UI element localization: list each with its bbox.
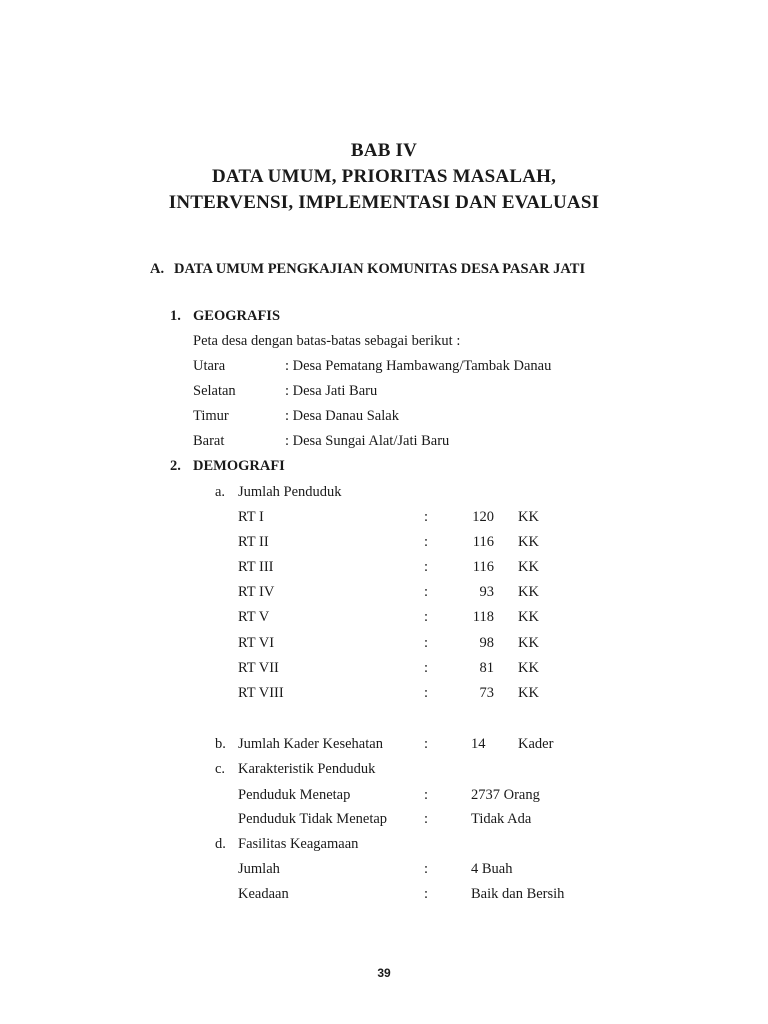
chapter-number: BAB IV	[350, 140, 418, 161]
kader-letter: b.	[215, 736, 226, 752]
keagamaan-colon: :	[424, 861, 429, 877]
rt-unit: KK	[518, 559, 539, 575]
karakteristik-label: Penduduk Menetap	[238, 787, 351, 803]
rt-unit: KK	[518, 685, 539, 701]
rt-colon: :	[424, 559, 429, 575]
karakteristik-colon: :	[424, 811, 429, 827]
rt-count: 118	[472, 609, 494, 625]
keagamaan-colon: :	[424, 886, 429, 902]
karakteristik-value: 2737 Orang	[471, 787, 540, 803]
section-a-title: DATA UMUM PENGKAJIAN KOMUNITAS DESA PASAR JATI	[174, 261, 586, 277]
rt-label: RT VII	[238, 660, 279, 676]
kader-label: Jumlah Kader Kesehatan	[238, 736, 383, 752]
penduduk-title: Jumlah Penduduk	[238, 484, 342, 500]
rt-count: 73	[479, 685, 494, 701]
rt-colon: :	[424, 534, 429, 550]
geografis-number: 1.	[170, 308, 181, 324]
penduduk-letter: a.	[215, 484, 226, 500]
rt-colon: :	[424, 660, 429, 676]
rt-label: RT II	[238, 534, 269, 550]
keagamaan-title: Fasilitas Keagamaan	[238, 836, 359, 852]
karakteristik-letter: c.	[215, 761, 226, 777]
border-value: : Desa Jati Baru	[285, 383, 378, 399]
karakteristik-value: Tidak Ada	[471, 811, 532, 827]
page-number: 39	[377, 966, 391, 980]
rt-count: 116	[472, 559, 494, 575]
border-direction: Barat	[193, 433, 225, 449]
border-value: : Desa Danau Salak	[285, 408, 399, 424]
keagamaan-value: Baik dan Bersih	[471, 886, 565, 902]
rt-colon: :	[424, 635, 429, 651]
rt-colon: :	[424, 609, 429, 625]
geografis-intro: Peta desa dengan batas-batas sebagai berikut :	[193, 333, 461, 349]
keagamaan-label: Keadaan	[238, 886, 289, 902]
rt-label: RT IV	[238, 584, 275, 600]
rt-unit: KK	[518, 534, 539, 550]
geografis-title: GEOGRAFIS	[193, 308, 281, 324]
rt-unit: KK	[518, 635, 539, 651]
chapter-title-line-2: INTERVENSI, IMPLEMENTASI DAN EVALUASI	[168, 192, 600, 213]
kader-count: 14	[471, 736, 486, 752]
rt-count: 98	[479, 635, 494, 651]
rt-label: RT VIII	[238, 685, 284, 701]
rt-unit: KK	[518, 660, 539, 676]
keagamaan-label: Jumlah	[238, 861, 280, 877]
border-value: : Desa Sungai Alat/Jati Baru	[285, 433, 450, 449]
demografi-number: 2.	[170, 458, 181, 474]
rt-count: 93	[479, 584, 494, 600]
keagamaan-letter: d.	[215, 836, 226, 852]
rt-label: RT III	[238, 559, 274, 575]
karakteristik-label: Penduduk Tidak Menetap	[238, 811, 388, 827]
rt-unit: KK	[518, 509, 539, 525]
rt-colon: :	[424, 509, 429, 525]
border-direction: Timur	[193, 408, 229, 424]
border-value: : Desa Pematang Hambawang/Tambak Danau	[285, 358, 552, 374]
keagamaan-value: 4 Buah	[471, 861, 513, 877]
rt-unit: KK	[518, 584, 539, 600]
karakteristik-title: Karakteristik Penduduk	[238, 761, 376, 777]
rt-colon: :	[424, 685, 429, 701]
chapter-title-line-1: DATA UMUM, PRIORITAS MASALAH,	[211, 166, 557, 187]
rt-label: RT VI	[238, 635, 275, 651]
kader-colon: :	[424, 736, 429, 752]
karakteristik-colon: :	[424, 787, 429, 803]
border-direction: Selatan	[193, 383, 236, 399]
rt-label: RT I	[238, 509, 264, 525]
rt-count: 116	[472, 534, 494, 550]
kader-unit: Kader	[518, 736, 554, 752]
rt-unit: KK	[518, 609, 539, 625]
demografi-title: DEMOGRAFI	[193, 458, 285, 474]
rt-colon: :	[424, 584, 429, 600]
rt-count: 120	[472, 509, 494, 525]
rt-count: 81	[479, 660, 494, 676]
border-direction: Utara	[193, 358, 226, 374]
rt-label: RT V	[238, 609, 270, 625]
section-a-label: A.	[150, 261, 165, 277]
